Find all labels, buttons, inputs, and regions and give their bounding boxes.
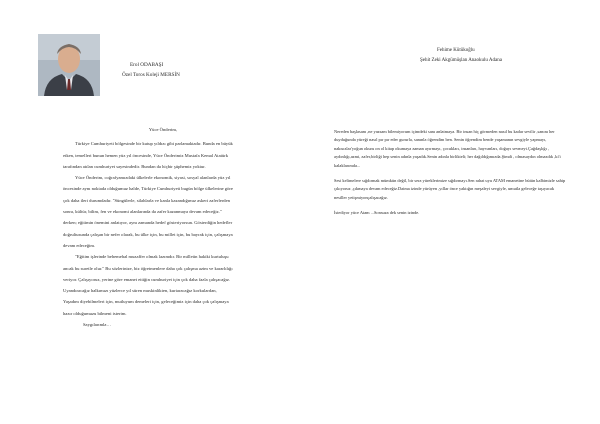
essay-paragraph: İstediyor yüce Atam ...Sonsuza dek senin izinde. — [334, 210, 420, 216]
letter-line: devam edeceğim. — [63, 242, 96, 248]
letter-salutation: Yüce Önderim, — [148, 127, 178, 132]
essay-paragraph: Sesi kelimelere sığdırmak mümkün değil, bir sera yüreklerimize sığdırmayı.Sen rahat uyu ATAM emanetine bütün kalbimizle sahip çıkıyoruz ,çıkmaya devam edeceğiz.Daima izinde yürüyen ,yıllar önce yaktığın meşaleyi sevgiyle, umutla geleceğe taşıyacak nesiller yetişmiyonçalışacağız. — [334, 178, 566, 200]
letter-line: veriyor. Çalışıyoruz, yerine göre emanet ettiğin cumhuriyet için çok daha fazla çalışacağız. — [63, 276, 231, 282]
essay-author-name: Fehime Kütükoğlu — [437, 48, 475, 53]
essay-body — [334, 128, 566, 225]
author-name: Erol ODABAŞI — [130, 62, 164, 68]
right-page — [300, 0, 600, 424]
letter-line: öncesinde aynı noktada olduğumuz halde, Türkiye Cumhuriyeti bugün bölge ülkelerine göre — [63, 186, 233, 192]
letter-line: Yüce Önderim, coğrafyamızdaki ülkelerle ekonomik, siyasi, sosyal alanlarda yüz yıl — [75, 175, 231, 181]
letter-line: hazır olduğumuzu bilmeni isterim. — [63, 310, 127, 316]
author-school: Özel Toros Koleji MERSİN — [122, 72, 180, 78]
letter-line: doğrultusunda çalışan bir nefer olarak, bu ülke için, bu millet için, bu bayrak için, çalışmaya — [63, 231, 233, 237]
letter-line: ancak bu suretle olur." Bu sözlerinize, biz öğretmenlere daha çok çalışma azim ve kararlılığı — [63, 265, 233, 271]
essay-paragraph: Nereden başlasam ,ne yazsam bilemiyorum içimdeki sanı anlatmaya. Bir insan hiç görmeden nasıl bu kadar sevilir ,sanını her duyduğunda yüreği nasıl pır pır eder gururla, sanınla öğrendim ben. Senin öğrendim bende yaşamanın sevgiyle yapmayı, nakısızlar'yoğun okuru on ol kitap okumaya zaman ayırmayı, çocukları, insanları, hayvanları, doğayı sevmeyi.Çağdaşlığı , aydınlığı,azmi, zafer,birliği hep senin adınla yaşadık.Senin adınla birlikteli; her dağıldığımızda.Şimdi , olmasaydın olmazdık ,ki'i kalaklarımda... — [334, 129, 561, 168]
letter-line: Yaşadım diyebilmeleri için, mutluyum demeleri için, geleceğimiz için daha çok çalışmaya — [63, 299, 229, 305]
letter-line: etken, temelleri bunun hemen yüz yıl öncesinde, Yüce Önderimiz Mustafa Kemal Atatürk — [63, 152, 229, 158]
letter-line: sonra, kültür, bilim, fen ve ekonomi alanlarında da zafer kazanmaya devam edeceğiz." — [63, 209, 222, 215]
letter-line: Türkiye Cumhuriyeti bölgesinde bir kutup yıldızı gibi parlamaktadır. Bunda en büyük — [75, 141, 233, 147]
author-portrait-photo — [38, 34, 100, 96]
essay-author-school: Şehit Zeki Akgümüşlan Anaokulu Adana — [420, 58, 502, 63]
letter-line: "Eğitim işlerinde behemehal muzaffer olmak lazımdır. Bir milletin hakiki kurtuluşu — [75, 254, 229, 260]
letter-line: Uyandıracağız halkımızı yüzlerce yıl süren muskinlikten, kurtaracağız korkulardan, — [63, 288, 217, 294]
letter-line: çok daha ileri durumdadır. "Süngülerle, silahlarla ve kanla kazandığımız askeri zaferlerden — [63, 197, 230, 203]
portrait-image — [38, 34, 100, 96]
letter-body — [63, 124, 263, 330]
letter-line: derken; eğitimin önemini anlatıyor, aynı zamanda hedef gösteriyorsun. Gösterdiğin hedefler — [63, 220, 233, 226]
letter-closing: Saygılarımla… — [83, 322, 112, 328]
letter-line: tarafından atılan cumhuriyet sayesindedir. Bundan da hiçbir şüphemiz yoktur. — [63, 163, 206, 169]
